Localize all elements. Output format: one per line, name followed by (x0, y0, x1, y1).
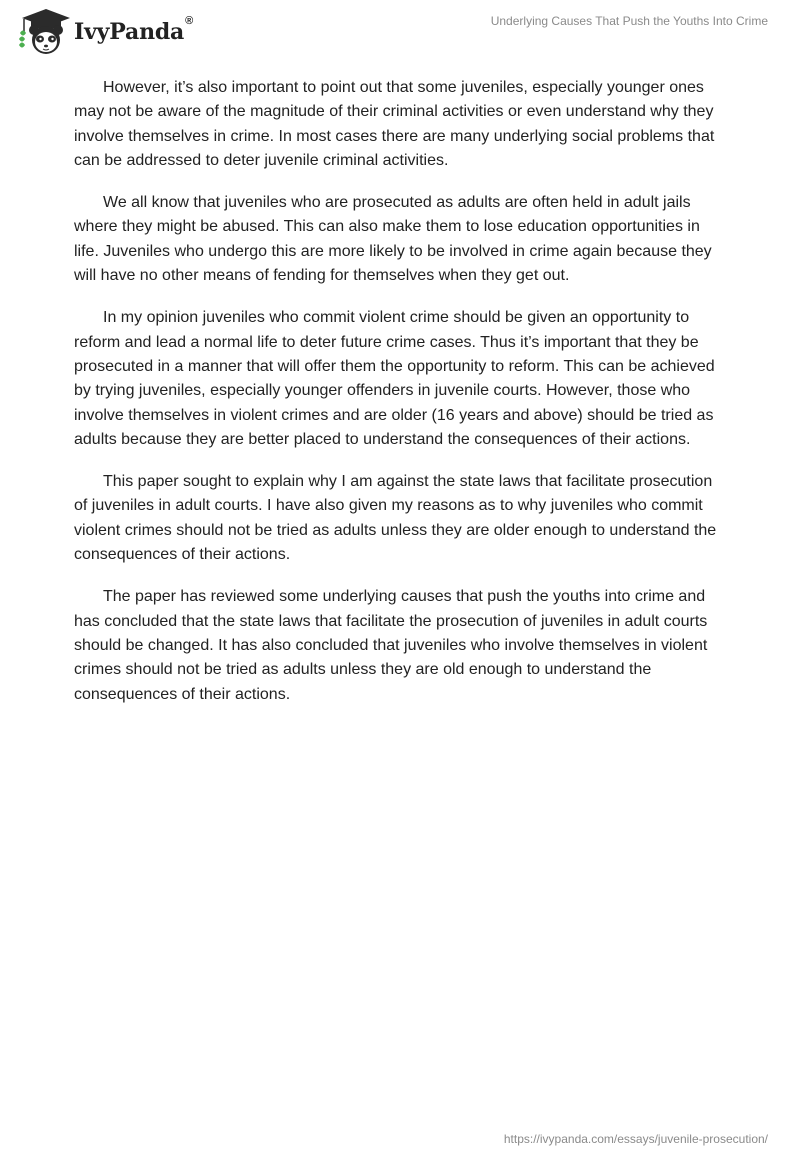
brand-name (74, 15, 194, 45)
paragraph: In my opinion juveniles who commit violent crime should be given an opportunity to reform and lead a normal life to deter future crime cases. Thus it’s important that they be prosecuted in a manner that will offer them the opportunity to reform. This can be achieved by trying juveniles, especially younger offenders in juvenile courts. However, those who involve themselves in violent crimes and are older (16 years and above) should be tried as adults because they are better placed to understand the consequences of their actions. (74, 309, 715, 448)
running-title: Underlying Causes That Push the Youths Into Crime (490, 14, 768, 28)
paragraph: We all know that juveniles who are prosecuted as adults are often held in adult jails where they might be abused. This can also make them to lose education opportunities in life. Juveniles who undergo this are more likely to be involved in crime again because they will have no other means of fending for themselves when they get out. (74, 194, 712, 285)
registered-mark: ® (185, 15, 194, 27)
panda-graduate-icon (14, 6, 72, 56)
paragraph: However, it’s also important to point out that some juveniles, especially younger ones may not be aware of the magnitude of their criminal activities or even understand why they involve themselves in crime. In most cases there are many underlying social problems that can be addressed to deter juvenile criminal activities. (74, 79, 715, 169)
paragraph: The paper has reviewed some underlying causes that push the youths into crime and has concluded that the state laws that facilitate the prosecution of juveniles in adult courts should be changed. It has also concluded that juveniles who involve themselves in violent crimes should not be tried as adults unless they are old enough to understand the consequences of their actions. (74, 588, 708, 703)
source-url-link[interactable]: https://ivypanda.com/essays/juvenile-prosecution/ (503, 1132, 768, 1146)
brand-name-text: IvyPanda (74, 19, 185, 45)
essay-body (74, 76, 724, 725)
page-header (0, 0, 800, 60)
brand-logo[interactable] (14, 6, 193, 56)
paragraph: This paper sought to explain why I am against the state laws that facilitate prosecution of juveniles in adult courts. I have also given my reasons as to why juveniles who commit violent crimes should not be tried as adults unless they are older enough to understand the consequences of their actions. (74, 473, 717, 564)
